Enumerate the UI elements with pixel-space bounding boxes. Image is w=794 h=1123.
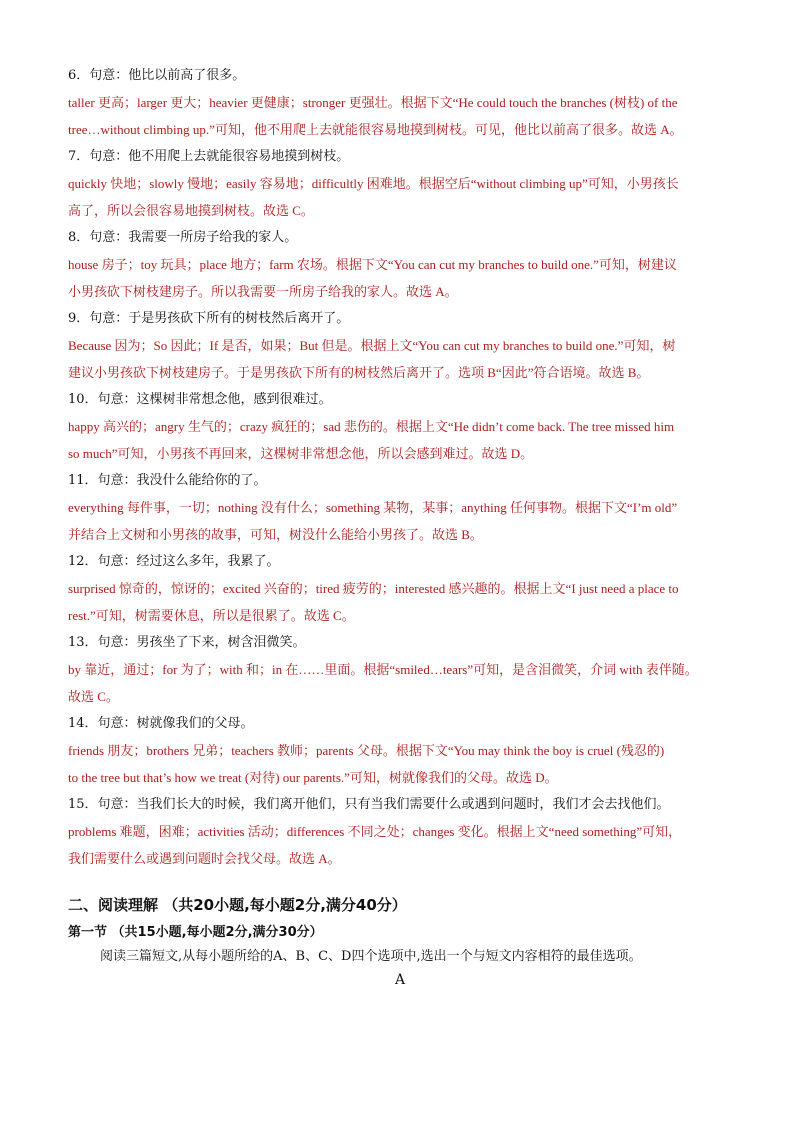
explanation-item [68,224,732,305]
explanation-item [68,386,732,467]
item-explanation-line: so much”可知，小男孩不再回来，这棵树非常想念他，所以会感到难过。故选 D。 [68,446,534,461]
explanation-item [68,548,732,629]
item-explanation-line: 我们需要什么或遇到问题时会找父母。故选 A。 [68,851,341,866]
item-explanation-line: problems 难题，困难；activities 活动；differences 不同之处；changes 变化。根据上文“need something”可知， [68,824,682,839]
item-explanation-line: Because 因为；So 因此；If 是否，如果；But 但是。根据上文“You can cut my branches to build one.”可知，树 [68,338,676,353]
item-explanation-line: tree…without climbing up.”可知，他不用爬上去就能很容易地摸到树枝。可见，他比以前高了很多。故选 A。 [68,122,683,137]
explanation-item [68,143,732,224]
item-sentence-meaning: 12．句意：经过这么多年，我累了。 [68,554,280,569]
explanation-item [68,467,732,548]
item-explanation-line: 故选 C。 [68,689,119,704]
item-explanation-line: 小男孩砍下树枝建房子。所以我需要一所房子给我的家人。故选 A。 [68,284,458,299]
document-content [68,62,732,988]
item-sentence-meaning: 6．句意：他比以前高了很多。 [68,68,246,83]
item-explanation-line: quickly 快地；slowly 慢地；easily 容易地；difficultly 困难地。根据空后“without climbing up”可知，小男孩长 [68,176,679,191]
item-explanation-line: happy 高兴的；angry 生气的；crazy 疯狂的；sad 悲伤的。根据上文“He didn’t come back. The tree missed him [68,419,675,434]
item-explanation-line: rest.”可知，树需要休息，所以是很累了。故选 C。 [68,608,355,623]
item-explanation-line: friends 朋友；brothers 兄弟；teachers 教师；parents 父母。根据下文“You may think the boy is cruel (残忍的) [68,743,665,758]
item-explanation-line: 并结合上文树和小男孩的故事，可知，树没什么能给小男孩了。故选 B。 [68,527,483,542]
item-sentence-meaning: 10．句意：这棵树非常想念他，感到很难过。 [68,392,332,407]
explanation-item [68,791,732,872]
item-explanation-line: surprised 惊奇的，惊讶的；excited 兴奋的；tired 疲劳的；interested 感兴趣的。根据上文“I just need a place to [68,581,679,596]
item-explanation-line: 建议小男孩砍下树枝建房子。于是男孩砍下所有的树枝然后离开了。选项 B“因此”符合语境。故选 B。 [68,365,650,380]
explanation-item [68,62,732,143]
passage-label: A [394,972,406,988]
item-explanation-line: 高了，所以会很容易地摸到树枝。故选 C。 [68,203,314,218]
item-explanation-line: to the tree but that’s how we treat (对待) our parents.”可知，树就像我们的父母。故选 D。 [68,770,558,785]
explanation-item [68,305,732,386]
item-explanation-line: house 房子；toy 玩具；place 地方；farm 农场。根据下文“You can cut my branches to build one.”可知，树建议 [68,257,677,272]
item-sentence-meaning: 9．句意：于是男孩砍下所有的树枝然后离开了。 [68,311,350,326]
item-sentence-meaning: 13．句意：男孩坐了下来，树含泪微笑。 [68,635,306,650]
item-explanation-line: by 靠近，通过；for 为了；with 和；in 在……里面。根据“smiled…tears”可知，是含泪微笑，介词 with 表伴随。 [68,662,698,677]
section-heading: 二、阅读理解 （共20小题,每小题2分,满分40分） [68,896,407,914]
subsection-heading: 第一节 （共15小题,每小题2分,满分30分） [68,925,323,940]
item-explanation-line: taller 更高；larger 更大；heavier 更健康；stronger 更强壮。根据下文“He could touch the branches (树枝) of the [68,95,678,110]
item-sentence-meaning: 15．句意：当我们长大的时候，我们离开他们，只有当我们需要什么或遇到问题时，我们才会去找他们。 [68,797,670,812]
item-sentence-meaning: 8．句意：我需要一所房子给我的家人。 [68,230,298,245]
instruction-text: 阅读三篇短文,从每小题所给的A、B、C、D四个选项中,选出一个与短文内容相符的最佳选项。 [100,949,642,964]
item-sentence-meaning: 7．句意：他不用爬上去就能很容易地摸到树枝。 [68,149,350,164]
item-sentence-meaning: 11．句意：我没什么能给你的了。 [68,473,267,488]
explanation-item [68,629,732,710]
item-sentence-meaning: 14．句意：树就像我们的父母。 [68,716,254,731]
item-explanation-line: everything 每件事，一切；nothing 没有什么；something 某物，某事；anything 任何事物。根据下文“I’m old” [68,500,678,515]
answer-explanations [68,62,732,872]
explanation-item [68,710,732,791]
